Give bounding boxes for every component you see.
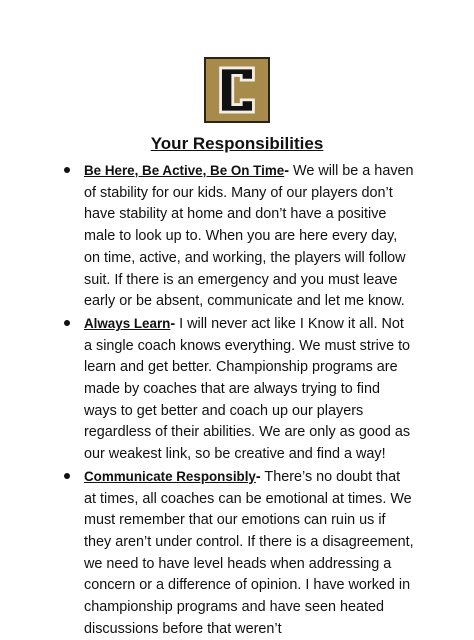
list-item — [62, 313, 414, 466]
item-lead: Always Learn — [84, 315, 171, 331]
list-item — [62, 466, 414, 640]
item-body: I will never act like I Know it all. Not a single coach knows everything. We must strive to learn and get better. Championship programs are made by coaches that are always trying to find ways to get better and coach up our players regardless of their abilities. We are only as good as our weakest link, so be creative and find a way! — [84, 315, 411, 463]
bullet-icon — [64, 473, 70, 479]
page-title: Your Responsibilities — [150, 134, 324, 153]
item-lead: Be Here, Be Active, Be On Time — [84, 163, 285, 178]
item-lead: Communicate Responsibly — [84, 468, 256, 484]
item-dash: - — [284, 163, 289, 179]
item-dash: - — [255, 468, 261, 485]
bullet-icon — [64, 320, 70, 326]
item-body: We will be a haven of stability for our kids. Many of our players don’t have stability at home and don’t have a positive male to look up to. When you are here every day, on time, active, and working, the players will follow suit. If there is an emergency and you must leave early or be absent, communicate and let me know. — [84, 163, 414, 310]
item-dash: - — [170, 315, 176, 332]
list-item — [62, 160, 414, 313]
item-body: There’s no doubt that at times, all coaches can be emotional at times. We must remember that our emotions can ruin us if they aren’t under control. If there is a disagreement, we need to have level heads when addressing a concern or a difference of opinion. I have worked in championship programs and have seen heated discussions before that weren’t — [84, 468, 414, 637]
bullet-icon — [64, 167, 70, 173]
letter-c-logo-icon — [204, 57, 270, 123]
responsibilities-list — [62, 160, 414, 640]
